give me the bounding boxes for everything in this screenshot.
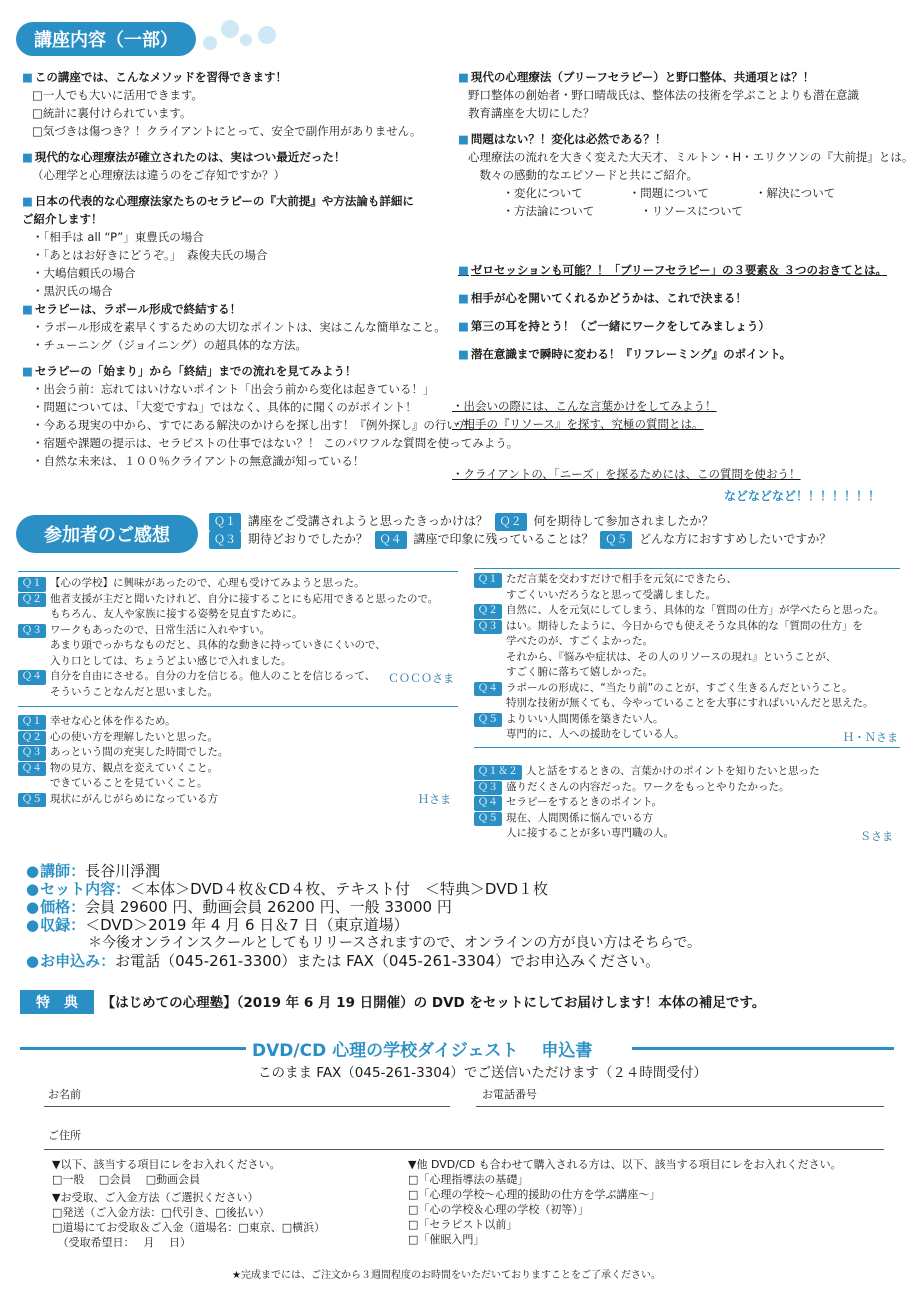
- voice-row: [474, 650, 884, 666]
- question-tag: Ｑ１: [474, 573, 502, 588]
- voice-row: [474, 681, 884, 697]
- voice-text: あっという間の充実した時間でした。: [50, 746, 229, 758]
- question-tag: Ｑ５: [474, 812, 502, 827]
- name-field[interactable]: [44, 1106, 450, 1107]
- voice-row: [18, 685, 438, 701]
- q1-text: 講座をご受講されようと思ったきっかけは？: [247, 514, 488, 528]
- voice-signature: Ｈ・Ｎさま: [843, 731, 898, 744]
- checkbox-option[interactable]: □道場にてお受取＆ご入金（道場名：□東京、□横浜）: [52, 1221, 326, 1234]
- q1-tag: Ｑ１: [209, 513, 241, 531]
- voice-row: [18, 638, 438, 654]
- voice-coco: [18, 576, 438, 700]
- voice-row: [474, 764, 820, 780]
- course-left-column: [22, 68, 519, 470]
- course-heading: ■ 現代的な心理療法が確立されたのは、実はつい最近だった！: [22, 148, 452, 166]
- q3-text: 期待どおりでしたか？: [247, 532, 368, 546]
- voice-row: [474, 634, 884, 650]
- voice-h: [18, 714, 228, 807]
- form-instruction: ▼以下、該当する項目にレをお入れください。: [52, 1158, 281, 1171]
- form-instruction: ▼お受取、ご入金方法（ご選択ください）: [52, 1191, 259, 1204]
- bonus-row: [20, 990, 765, 1014]
- voice-text: 学べたのが、すごくよかった。: [506, 635, 653, 647]
- voice-text: はい。期待したように、今日からでも使えそうな具体的な「質問の仕方」を: [506, 619, 863, 632]
- voice-text: そういうことなんだと思いました。: [50, 685, 218, 698]
- voice-text: それから、『悩みや症状は、その人のリソースの現れ』ということが、: [506, 650, 837, 663]
- highlight-item: ■ 第三の耳を持とう！（ご一緒にワークをしてみましょう）: [458, 317, 908, 335]
- decor-dot: [203, 36, 217, 50]
- voice-text: 盛りだくさんの内容だった。ワークをもっとやりたかった。: [506, 780, 790, 793]
- question-tag: Ｑ１＆２: [474, 765, 522, 780]
- course-item: ・自然な未来は、１００％クライアントの無意識が知っている！: [32, 454, 365, 468]
- voice-row: [18, 761, 228, 777]
- voice-text: 人と話をするときの、言葉かけのポイントを知りたいと思った: [526, 765, 820, 777]
- voice-hn: [474, 572, 884, 743]
- voice-row: [474, 619, 884, 635]
- checkbox-option[interactable]: □「セラピスト以前」: [408, 1218, 518, 1231]
- course-item: ・大嶋信頼氏の場合: [32, 266, 136, 280]
- voice-text: もちろん、友人や家族に接する姿勢を見直すために。: [50, 608, 303, 620]
- voice-row: [18, 669, 438, 685]
- divider: [474, 747, 900, 748]
- course-item: 教育講座を大切にした？: [468, 106, 595, 120]
- voice-row: [18, 654, 438, 670]
- checkbox-option[interactable]: □「催眠入門」: [408, 1233, 485, 1246]
- q4-tag: Ｑ４: [375, 531, 407, 549]
- course-item: ・今ある現実の中から、すでにある解決のかけらを探し出す！『例外探し』の行い方。: [32, 418, 481, 432]
- question-tag: Ｑ５: [18, 793, 46, 808]
- course-item: ・「相手は all “P”」東豊氏の場合: [32, 230, 204, 244]
- q5-text: どんな方におすすめしたいですか？: [639, 532, 832, 546]
- voice-row: [474, 572, 884, 588]
- course-item: □統計に裏付けられています。: [32, 106, 192, 120]
- form-options-right: [408, 1157, 842, 1247]
- course-item: 野口整体の創始者・野口晴哉氏は、整体法の技術を学ぶことよりも潜在意識: [468, 88, 859, 102]
- set-label: ● セット内容：: [26, 880, 130, 898]
- phone-label: お電話番号: [482, 1088, 537, 1101]
- course-item: ・ラポール形成を素早くするための大切なポイントは、実はこんな簡単なこと。: [32, 320, 446, 334]
- product-info: [26, 862, 701, 970]
- form-instruction: （受取希望日： 月 日）: [52, 1236, 191, 1249]
- question-tag: Ｑ３: [18, 624, 46, 639]
- voice-text: すごくいいだろうなと思って受講しました。: [506, 588, 716, 601]
- voice-text: 【心の学校】に興味があったので、心理も受けてみようと思った。: [50, 577, 365, 589]
- q5-tag: Ｑ５: [600, 531, 632, 549]
- bonus-text: 【はじめての心理塾】（2019 年 6 月 19 日開催）の DVD をセットにしてお届けします！本体の補足です。: [101, 995, 766, 1011]
- divider: [474, 568, 900, 569]
- course-heading: ご紹介します！: [22, 212, 103, 226]
- course-item: ・方法論について ・リソースについて: [468, 204, 743, 218]
- etc-text: などなどなど！！！！！！！: [724, 489, 881, 503]
- course-heading: ■ この講座では、こんなメソッドを習得できます！: [22, 68, 452, 86]
- voice-row: [18, 792, 228, 808]
- form-footnote: ★完成までには、ご注文から３週間程度のお時間をいただいておりますことをご了承ください。: [232, 1270, 661, 1281]
- flow-item: ・クライアントの、「ニーズ」を探るためには、この質問を使おう！: [452, 467, 801, 481]
- voice-row: [18, 607, 438, 623]
- voice-row: [474, 603, 884, 619]
- course-item: ・「あとはお好きにどうぞ。」 森俊夫氏の場合: [32, 248, 268, 262]
- course-item: 心理療法の流れを大きく変えた大天才、ミルトン・H・エリクソンの『大前提』とは。: [468, 150, 914, 164]
- question-tag: Ｑ１: [18, 715, 46, 730]
- voice-row: [18, 714, 228, 730]
- voice-signature: Ｈさま: [418, 793, 451, 806]
- q4-text: 講座で印象に残っていることは？: [413, 532, 594, 546]
- voice-text: 物の見方、観点を変えていくこと。: [50, 761, 218, 774]
- checkbox-option[interactable]: □「心の学校＆心理の学校（初等）」: [408, 1203, 589, 1216]
- questions-row-1: [206, 512, 714, 531]
- bonus-label: 特 典: [20, 990, 94, 1014]
- course-right-column: [458, 68, 914, 220]
- course-right-column-highlights: [458, 261, 908, 363]
- course-item: ・出会う前：忘れてはいけないポイント「出会う前から変化は起きている！」: [32, 382, 435, 396]
- course-item: ・宿题や課題の提示は、セラピストの仕事ではない？！ このパワフルな質問を使ってみよう。: [32, 436, 519, 450]
- course-heading: ■ セラピーの「始まり」から「終結」までの流れを見てみよう！: [22, 362, 452, 380]
- question-tag: Ｑ１: [18, 577, 46, 592]
- form-rule-left: [20, 1047, 246, 1050]
- question-tag: Ｑ４: [474, 682, 502, 697]
- set-value: ＜本体＞DVD４枚＆CD４枚、テキスト付 ＜特典＞DVD１枚: [130, 880, 549, 898]
- question-tag: Ｑ３: [474, 620, 502, 635]
- voice-text: 心の使い方を理解したいと思った。: [50, 730, 218, 743]
- voice-text: ただ言葉を交わすだけで相手を元気にできたら、: [506, 573, 737, 585]
- question-tag: Ｑ２: [18, 731, 46, 746]
- voice-text: あまり頭でっかちなものだと、具体的な動きに持っていきにくいので、: [50, 639, 386, 651]
- divider: [18, 706, 458, 707]
- recording-note: ＊今後オンラインスクールとしてもリリースされますので、オンラインの方が良い方はそちらで。: [88, 935, 702, 951]
- voice-text: 幸せな心と体を作るため。: [50, 715, 176, 727]
- voice-row: [474, 826, 820, 842]
- question-tag: Ｑ４: [474, 796, 502, 811]
- course-heading: ■ 問題はない？！変化は必然である？！: [458, 130, 898, 148]
- voice-text: セラピーをするときのポイント。: [506, 796, 663, 808]
- highlight-item: ■ 相手が心を開いてくれるかどうかは、これで決まる！: [458, 289, 908, 307]
- form-subtitle: このまま FAX（045-261-3304）でご送信いただけます（２４時間受付）: [258, 1065, 707, 1081]
- question-tag: Ｑ３: [474, 781, 502, 796]
- decor-dot: [240, 34, 252, 46]
- voice-row: [474, 712, 884, 728]
- question-tag: Ｑ２: [18, 593, 46, 608]
- course-heading: ■ 現代の心理療法（ブリーフセラピー）と野口整体、共通項とは？！: [458, 68, 898, 86]
- lecturer-value: 長谷川淨潤: [85, 862, 161, 880]
- price-value: 会員 29600 円、動画会員 26200 円、一般 33000 円: [85, 898, 452, 916]
- voice-row: [474, 727, 884, 743]
- question-tag: Ｑ３: [18, 746, 46, 761]
- voice-text: できていることを見ていくこと。: [50, 777, 208, 789]
- course-item: ・問題については、「大変ですね」ではなく、具体的に聞くのがポイント！: [32, 400, 417, 414]
- recording-value: ＜DVD＞2019 年 4 月 6 日＆7 日（東京道場）: [85, 916, 409, 934]
- question-tag: Ｑ２: [474, 604, 502, 619]
- questions-row-2: [206, 530, 831, 549]
- q2-text: 何を期待して参加されましたか？: [533, 514, 714, 528]
- course-heading: ■ セラピーは、ラポール形成で終結する！: [22, 300, 452, 318]
- course-item: ・変化について ・問題について ・解決について: [468, 186, 836, 200]
- voice-text: 入り口としては、ちょうどよい感じで入れました。: [50, 654, 292, 667]
- voice-text: ワークもあったので、日常生活に入れやすい。: [50, 623, 271, 636]
- highlight-item: ■ 潜在意識まで瞬時に変わる！『リフレーミング』のポイント。: [458, 345, 908, 363]
- voice-s: [474, 764, 820, 842]
- voice-text: 自然に、人を元気にしてしまう、具体的な「質問の仕方」が学べたらと思った。: [506, 604, 884, 616]
- voice-row: [474, 780, 820, 796]
- address-field[interactable]: [44, 1149, 884, 1150]
- form-options-left: [52, 1157, 325, 1250]
- decor-dot: [258, 26, 276, 44]
- name-label: お名前: [48, 1088, 81, 1101]
- voice-text: すごく腑に落ちて嬉しかった。: [506, 666, 653, 678]
- voice-text: 他者支援が主だと聞いたけれど、自分に接することにも応用できると思ったので。: [50, 592, 439, 605]
- form-instruction: ▼他 DVD/CD も合わせて購入される方は、以下、該当する項目にレをお入れください。: [408, 1158, 842, 1171]
- lecturer-label: ● 講師：: [26, 862, 85, 880]
- checkbox-option[interactable]: □「心理の学校～心理的援助の仕方を学ぶ講座～」: [408, 1188, 661, 1201]
- voice-text: 現在、人間関係に悩んでいる方: [506, 811, 653, 824]
- question-tag: Ｑ４: [18, 762, 46, 777]
- voice-row: [18, 576, 438, 592]
- voice-signature: Ｓさま: [860, 830, 893, 843]
- voice-text: 現状にがんじがらめになっている方: [50, 792, 218, 805]
- address-label: ご住所: [48, 1129, 81, 1142]
- form-title: DVD/CD 心理の学校ダイジェスト 申込書: [252, 1041, 593, 1061]
- voice-row: [18, 730, 228, 746]
- voice-text: ラポールの形成に、“当たり前”のことが、すごく生きるんだということ。: [506, 681, 853, 694]
- divider: [18, 571, 458, 572]
- voice-row: [474, 696, 884, 712]
- question-tag: Ｑ５: [474, 713, 502, 728]
- voice-text: 特別な技術が無くても、今やっていることを大事にすればいいんだと思えた。: [506, 697, 874, 709]
- course-item: （心理学と心理療法は違うのをご存知ですか？）: [32, 168, 285, 182]
- question-tag: Ｑ４: [18, 670, 46, 685]
- voice-text: よりいい人間関係を築きたい人。: [506, 712, 664, 725]
- flow-item: ・相手の『リソース』を探す、究極の質問とは。: [452, 417, 704, 431]
- voice-row: [474, 811, 820, 827]
- price-label: ● 価格：: [26, 898, 85, 916]
- course-item: 数々の感動的なエピソードと共にご紹介。: [468, 168, 698, 182]
- highlight-item: ■ ゼロセッションも可能？！「ブリーフセラピー」の３要素＆ ３つのおきてとは。: [458, 261, 908, 279]
- form-rule-right: [632, 1047, 894, 1050]
- flow-item: ・出会いの際には、こんな言葉かけをしてみよう！: [452, 399, 717, 413]
- q2-tag: Ｑ２: [495, 513, 527, 531]
- apply-value: お電話（045-261-3300）または FAX（045-261-3304）でお申込みください。: [115, 952, 661, 970]
- voice-row: [474, 665, 884, 681]
- voice-row: [18, 592, 438, 608]
- voice-row: [18, 623, 438, 639]
- course-item: □気づきは傷つき？！クライアントにとって、安全で副作用がありません。: [32, 124, 422, 138]
- voice-text: 人に接することが多い専門職の人。: [506, 827, 674, 839]
- course-heading: ■ 日本の代表的な心理療法家たちのセラピーの『大前提』や方法論も詳細に: [22, 192, 452, 210]
- course-item: ・チューニング（ジョイニング）の超具体的な方法。: [32, 338, 307, 352]
- voice-text: 専門的に、人への援助をしている人。: [506, 728, 685, 740]
- voice-row: [18, 745, 228, 761]
- voice-row: [474, 795, 820, 811]
- checkbox-option[interactable]: □「心理指導法の基礎」: [408, 1173, 529, 1186]
- voice-row: [18, 776, 228, 792]
- decor-dot: [221, 20, 239, 38]
- apply-label: ● お申込み：: [26, 952, 115, 970]
- section-title-course: 講座内容（一部）: [16, 22, 196, 56]
- voice-text: 自分を自由にさせる。自分の力を信じる。他人のことを信じるって、: [50, 670, 376, 682]
- recording-label: ● 収録：: [26, 916, 85, 934]
- checkbox-option[interactable]: □一般 □会員 □動画会員: [52, 1173, 201, 1186]
- q3-tag: Ｑ３: [209, 531, 241, 549]
- course-item: □一人でも大いに活用できます。: [32, 88, 203, 102]
- course-right-column-flow: [452, 397, 902, 483]
- voice-row: [474, 588, 884, 604]
- course-item: ・黒沢氏の場合: [32, 284, 113, 298]
- phone-field[interactable]: [476, 1106, 884, 1107]
- section-title-feedback: 参加者のご感想: [16, 515, 198, 553]
- voice-signature: ＣＯＣＯさま: [388, 672, 454, 685]
- checkbox-option[interactable]: □発送（ご入金方法：□代引き、□後払い）: [52, 1206, 270, 1219]
